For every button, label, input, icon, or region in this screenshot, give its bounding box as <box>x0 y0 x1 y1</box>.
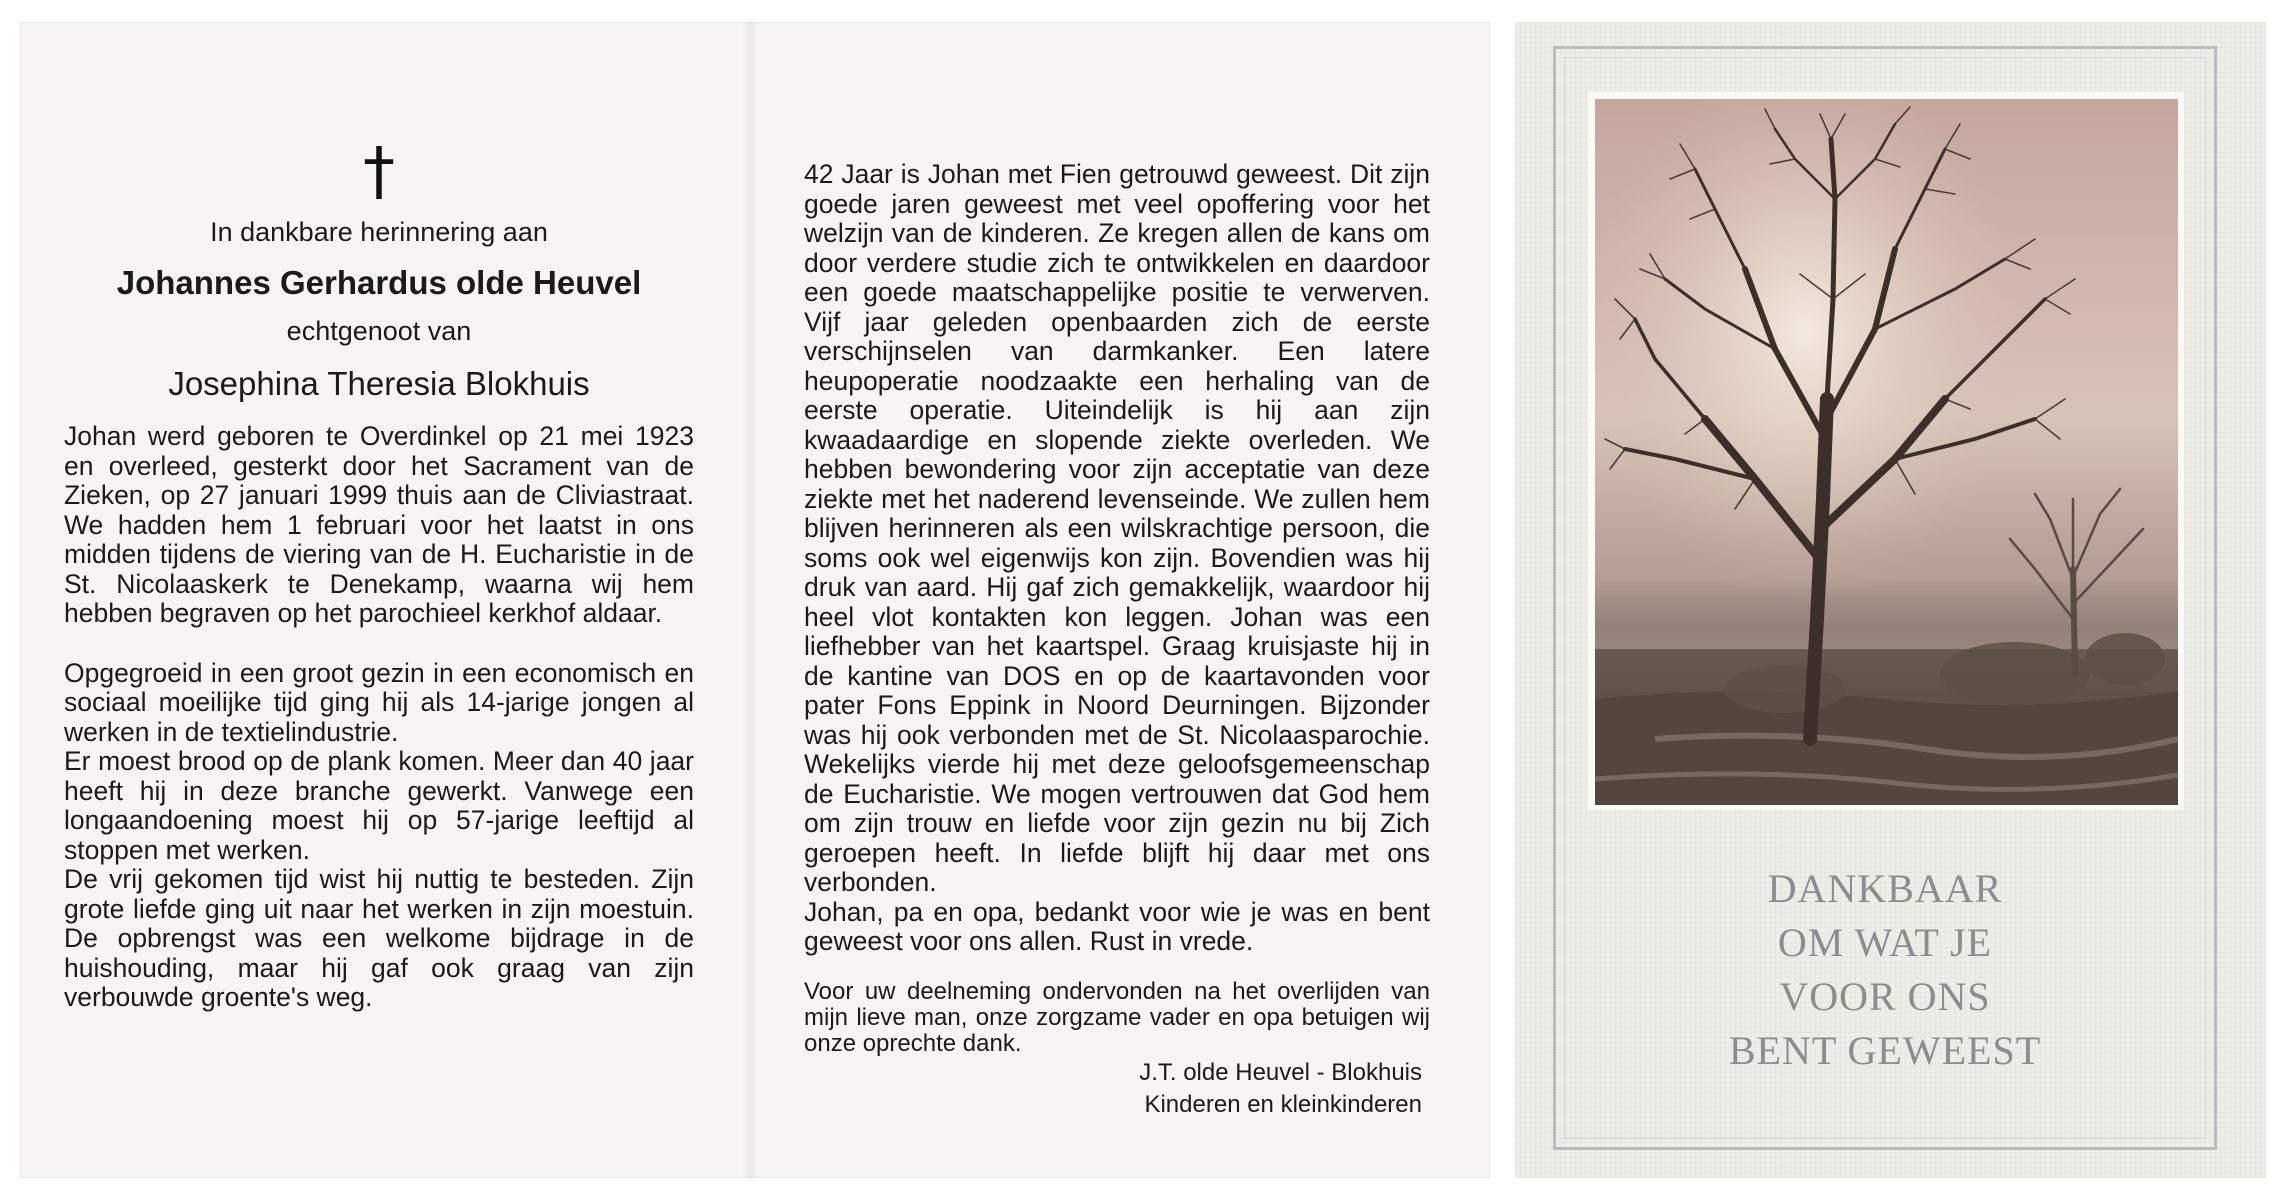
intro-text: In dankbare herinnering aan <box>210 217 548 247</box>
biography-paragraph: Johan werd geboren te Overdinkel op 21 mei 1923 en overleed, gesterkt door het Sacrament van de Zieken, op 27 januari 1999 thuis aan de Cliviastraat. We hadden hem 1 februari voor het laatst in ons midden tijdens de viering van de H. Eucharistie in de St. Nicolaaskerk te Denekamp, waarna wij hem hebben begraven op het parochieel kerkhof aldaar. <box>64 421 694 628</box>
card-fold <box>742 22 758 1178</box>
biography-paragraph: Opgegroeid in een groot gezin in een economisch en sociaal moeilijke tijd ging hij als 14-jarige jongen al werken in de textielindustrie. <box>64 657 694 747</box>
signature-children: Kinderen en kleinkinderen <box>1144 1090 1422 1118</box>
inside-left-column <box>64 135 694 1013</box>
cross-icon: † <box>363 135 395 209</box>
front-caption-line: VOOR ONS <box>1779 974 1991 1019</box>
biography-paragraph: Er moest brood op de plank komen. Meer dan 40 jaar heeft hij in deze branche gewerkt. Vanwege een longaandoening moest hij op 57-jarige leeftijd al stoppen met werken. <box>64 746 694 865</box>
farewell-paragraph: Johan, pa en opa, bedankt voor wie je was en bent geweest voor ons allen. Rust in vrede. <box>804 896 1430 956</box>
spouse-name: Josephina Theresia Blokhuis <box>168 364 590 402</box>
signature-family: J.T. olde Heuvel - Blokhuis <box>1139 1058 1422 1086</box>
spouse-label: echtgenoot van <box>286 316 472 346</box>
memorial-card-front <box>1515 22 2266 1178</box>
biography-paragraph: De vrij gekomen tijd wist hij nuttig te besteden. Zijn grote liefde ging uit naar het werken in zijn moestuin. De opbrengst was een welkome bijdrage in de huishouding, maar hij gaf ook graag van zijn verbouwde groente's weg. <box>64 864 694 1012</box>
biography-paragraph: 42 Jaar is Johan met Fien getrouwd geweest. Dit zijn goede jaren geweest met veel opoffering voor het welzijn van de kinderen. Ze kregen allen de kans om door verdere studie zich te ontwikkelen en daardoor een goede maatschappelijke positie te verwerven. Vijf jaar geleden openbaarden zich de eerste verschijnselen van darmkanker. Een latere heupoperatie noodzaakte een herhaling van de eerste operatie. Uiteindelijk is hij aan zijn kwaadaardige en slopende ziekte overleden. We hebben bewondering voor zijn acceptatie van deze ziekte met het naderend levenseinde. We zullen hem blijven herinneren als een wilskrachtige persoon, die soms ook wel eigenwijs kon zijn. Bovendien was hij druk van aard. Hij gaf zich gemakkelijk, waardoor hij heel vlot kontakten kon leggen. Johan was een liefhebber van het kaartspel. Graag kruisjaste hij in de kantine van DOS en op de kaartavonden voor pater Fons Eppink in Noord Deurningen. Bijzonder was hij ook verbonden met de St. Nicolaasparochie. Wekelijks vierde hij met deze geloofsgemeenschap de Eucharistie. We mogen vertrouwen dat God hem om zijn trouw en liefde voor zijn gezin nu bij Zich geroepen heeft. In liefde blijft hij daar met ons verbonden. <box>804 159 1430 897</box>
front-caption-line: BENT GEWEEST <box>1728 1028 2042 1073</box>
front-caption-line: OM WAT JE <box>1777 920 1993 965</box>
inside-right-column <box>804 160 1430 1121</box>
front-caption <box>1553 862 2217 1078</box>
thanks-paragraph: Voor uw deelneming ondervonden na het overlijden van mijn lieve man, onze zorgzame vader en opa betuigen wij onze oprechte dank. <box>804 977 1430 1057</box>
tree-photo-icon <box>1595 99 2178 805</box>
front-caption-line: DANKBAAR <box>1767 866 2003 911</box>
deceased-name: Johannes Gerhardus olde Heuvel <box>116 263 642 301</box>
